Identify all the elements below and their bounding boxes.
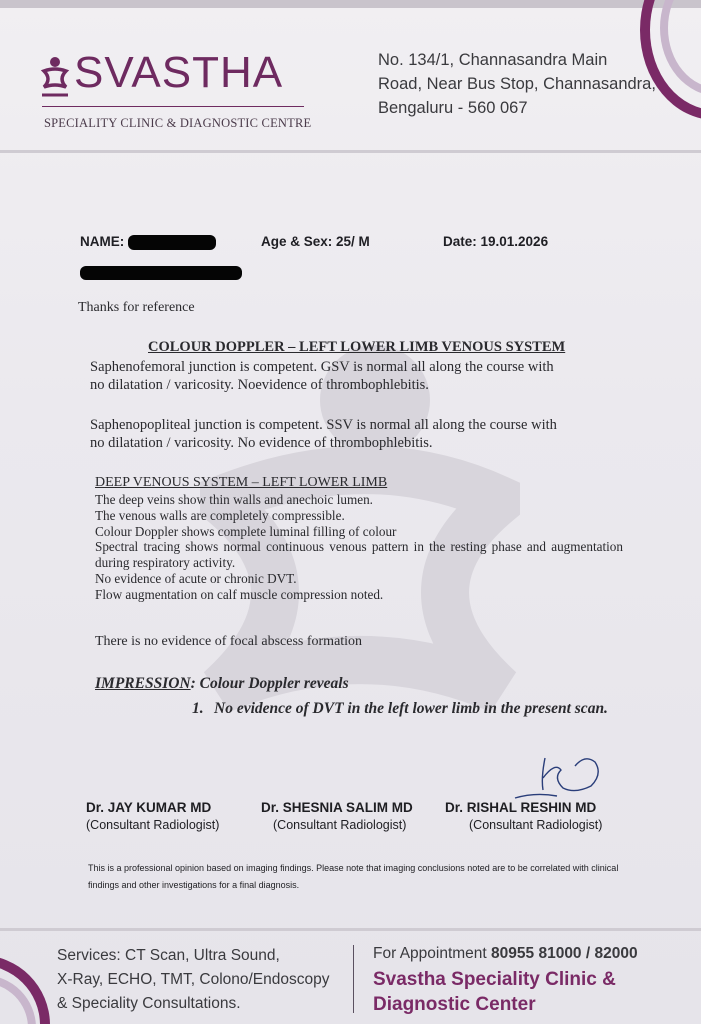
redacted-patient-id bbox=[80, 266, 242, 280]
spj-paragraph: Saphenopopliteal junction is competent. SSV is normal all along the course with no dilatation / varicosity. No evidence of thrombophlebitis. bbox=[90, 417, 557, 451]
patient-name-label: NAME: bbox=[80, 234, 125, 249]
top-band bbox=[0, 0, 701, 8]
finding-line: Spectral tracing shows normal continuous venous pattern in the resting phase and augmentation during respiratory activity. bbox=[95, 539, 623, 571]
brand-subtitle: SPECIALITY CLINIC & DIAGNOSTIC CENTRE bbox=[44, 116, 312, 130]
services-line: X-Ray, ECHO, TMT, Colono/Endoscopy bbox=[57, 971, 330, 988]
impression-label: IMPRESSION bbox=[95, 675, 191, 692]
redacted-name bbox=[128, 235, 216, 250]
finding-line: The venous walls are completely compressible. bbox=[95, 507, 345, 523]
header-divider bbox=[0, 150, 701, 153]
deep-venous-findings bbox=[95, 492, 623, 603]
clinic-name-line: Svastha Speciality Clinic & bbox=[373, 969, 616, 990]
report-date: Date: 19.01.2026 bbox=[443, 234, 549, 249]
address-line: Bengaluru - 560 067 bbox=[378, 99, 528, 117]
impression-heading bbox=[95, 675, 349, 693]
brand-name: SVASTHA bbox=[74, 48, 284, 97]
clinic-address bbox=[378, 48, 678, 120]
finding-line: The deep veins show thin walls and anechoic lumen. bbox=[95, 492, 373, 507]
appointment-numbers: 80955 81000 / 82000 bbox=[491, 945, 638, 962]
clinic-name-line: Diagnostic Center bbox=[373, 994, 536, 1015]
doctor-role: (Consultant Radiologist) bbox=[273, 818, 407, 832]
report-title: COLOUR DOPPLER – LEFT LOWER LIMB VENOUS SYSTEM bbox=[148, 339, 566, 355]
svastha-logo-icon bbox=[38, 55, 72, 101]
services-line: Services: CT Scan, Ultra Sound, bbox=[57, 947, 280, 964]
appointment-line bbox=[373, 945, 638, 963]
deep-venous-title: DEEP VENOUS SYSTEM – LEFT LOWER LIMB bbox=[95, 475, 388, 490]
doctor-role: (Consultant Radiologist) bbox=[86, 818, 220, 832]
doctor-name: Dr. SHESNIA SALIM MD bbox=[261, 800, 413, 815]
disclaimer-text: This is a professional opinion based on imaging findings. Please note that imaging conclusions noted are to be correlated with clinical findings and other investigations for a final diagnosis. bbox=[88, 863, 619, 890]
patient-age-sex: Age & Sex: 25/ M bbox=[261, 234, 370, 249]
finding-line: Colour Doppler shows complete luminal filling of colour bbox=[95, 523, 397, 539]
doctor-name: Dr. JAY KUMAR MD bbox=[86, 800, 212, 815]
doctor-role: (Consultant Radiologist) bbox=[469, 818, 603, 832]
address-line: No. 134/1, Channasandra Main bbox=[378, 51, 608, 69]
handwritten-signature bbox=[505, 748, 615, 808]
footer-divider bbox=[0, 928, 701, 931]
address-line: Road, Near Bus Stop, Channasandra, bbox=[378, 75, 656, 93]
doctor-name: Dr. RISHAL RESHIN MD bbox=[445, 800, 597, 815]
appointment-label: For Appointment bbox=[373, 945, 492, 962]
finding-line: Flow augmentation on calf muscle compression noted. bbox=[95, 586, 384, 602]
impression-text: No evidence of DVT in the left lower limb in the present scan. bbox=[214, 700, 608, 717]
thanks-line: Thanks for reference bbox=[78, 300, 195, 315]
sfj-paragraph: Saphenofemoral junction is competent. GSV is normal all along the course with no dilatation / varicosity. Noevidence of thrombophlebitis. bbox=[90, 359, 554, 393]
impression-intro: : Colour Doppler reveals bbox=[190, 675, 349, 692]
brand-underline bbox=[42, 106, 304, 107]
finding-line: No evidence of acute or chronic DVT. bbox=[95, 570, 297, 586]
services-list bbox=[57, 944, 347, 1016]
abscess-line: There is no evidence of focal abscess formation bbox=[95, 634, 363, 649]
impression-number: 1. bbox=[192, 700, 204, 717]
clinic-name bbox=[373, 967, 673, 1017]
footer-vertical-divider bbox=[353, 945, 354, 1013]
services-line: & Speciality Consultations. bbox=[57, 995, 241, 1012]
